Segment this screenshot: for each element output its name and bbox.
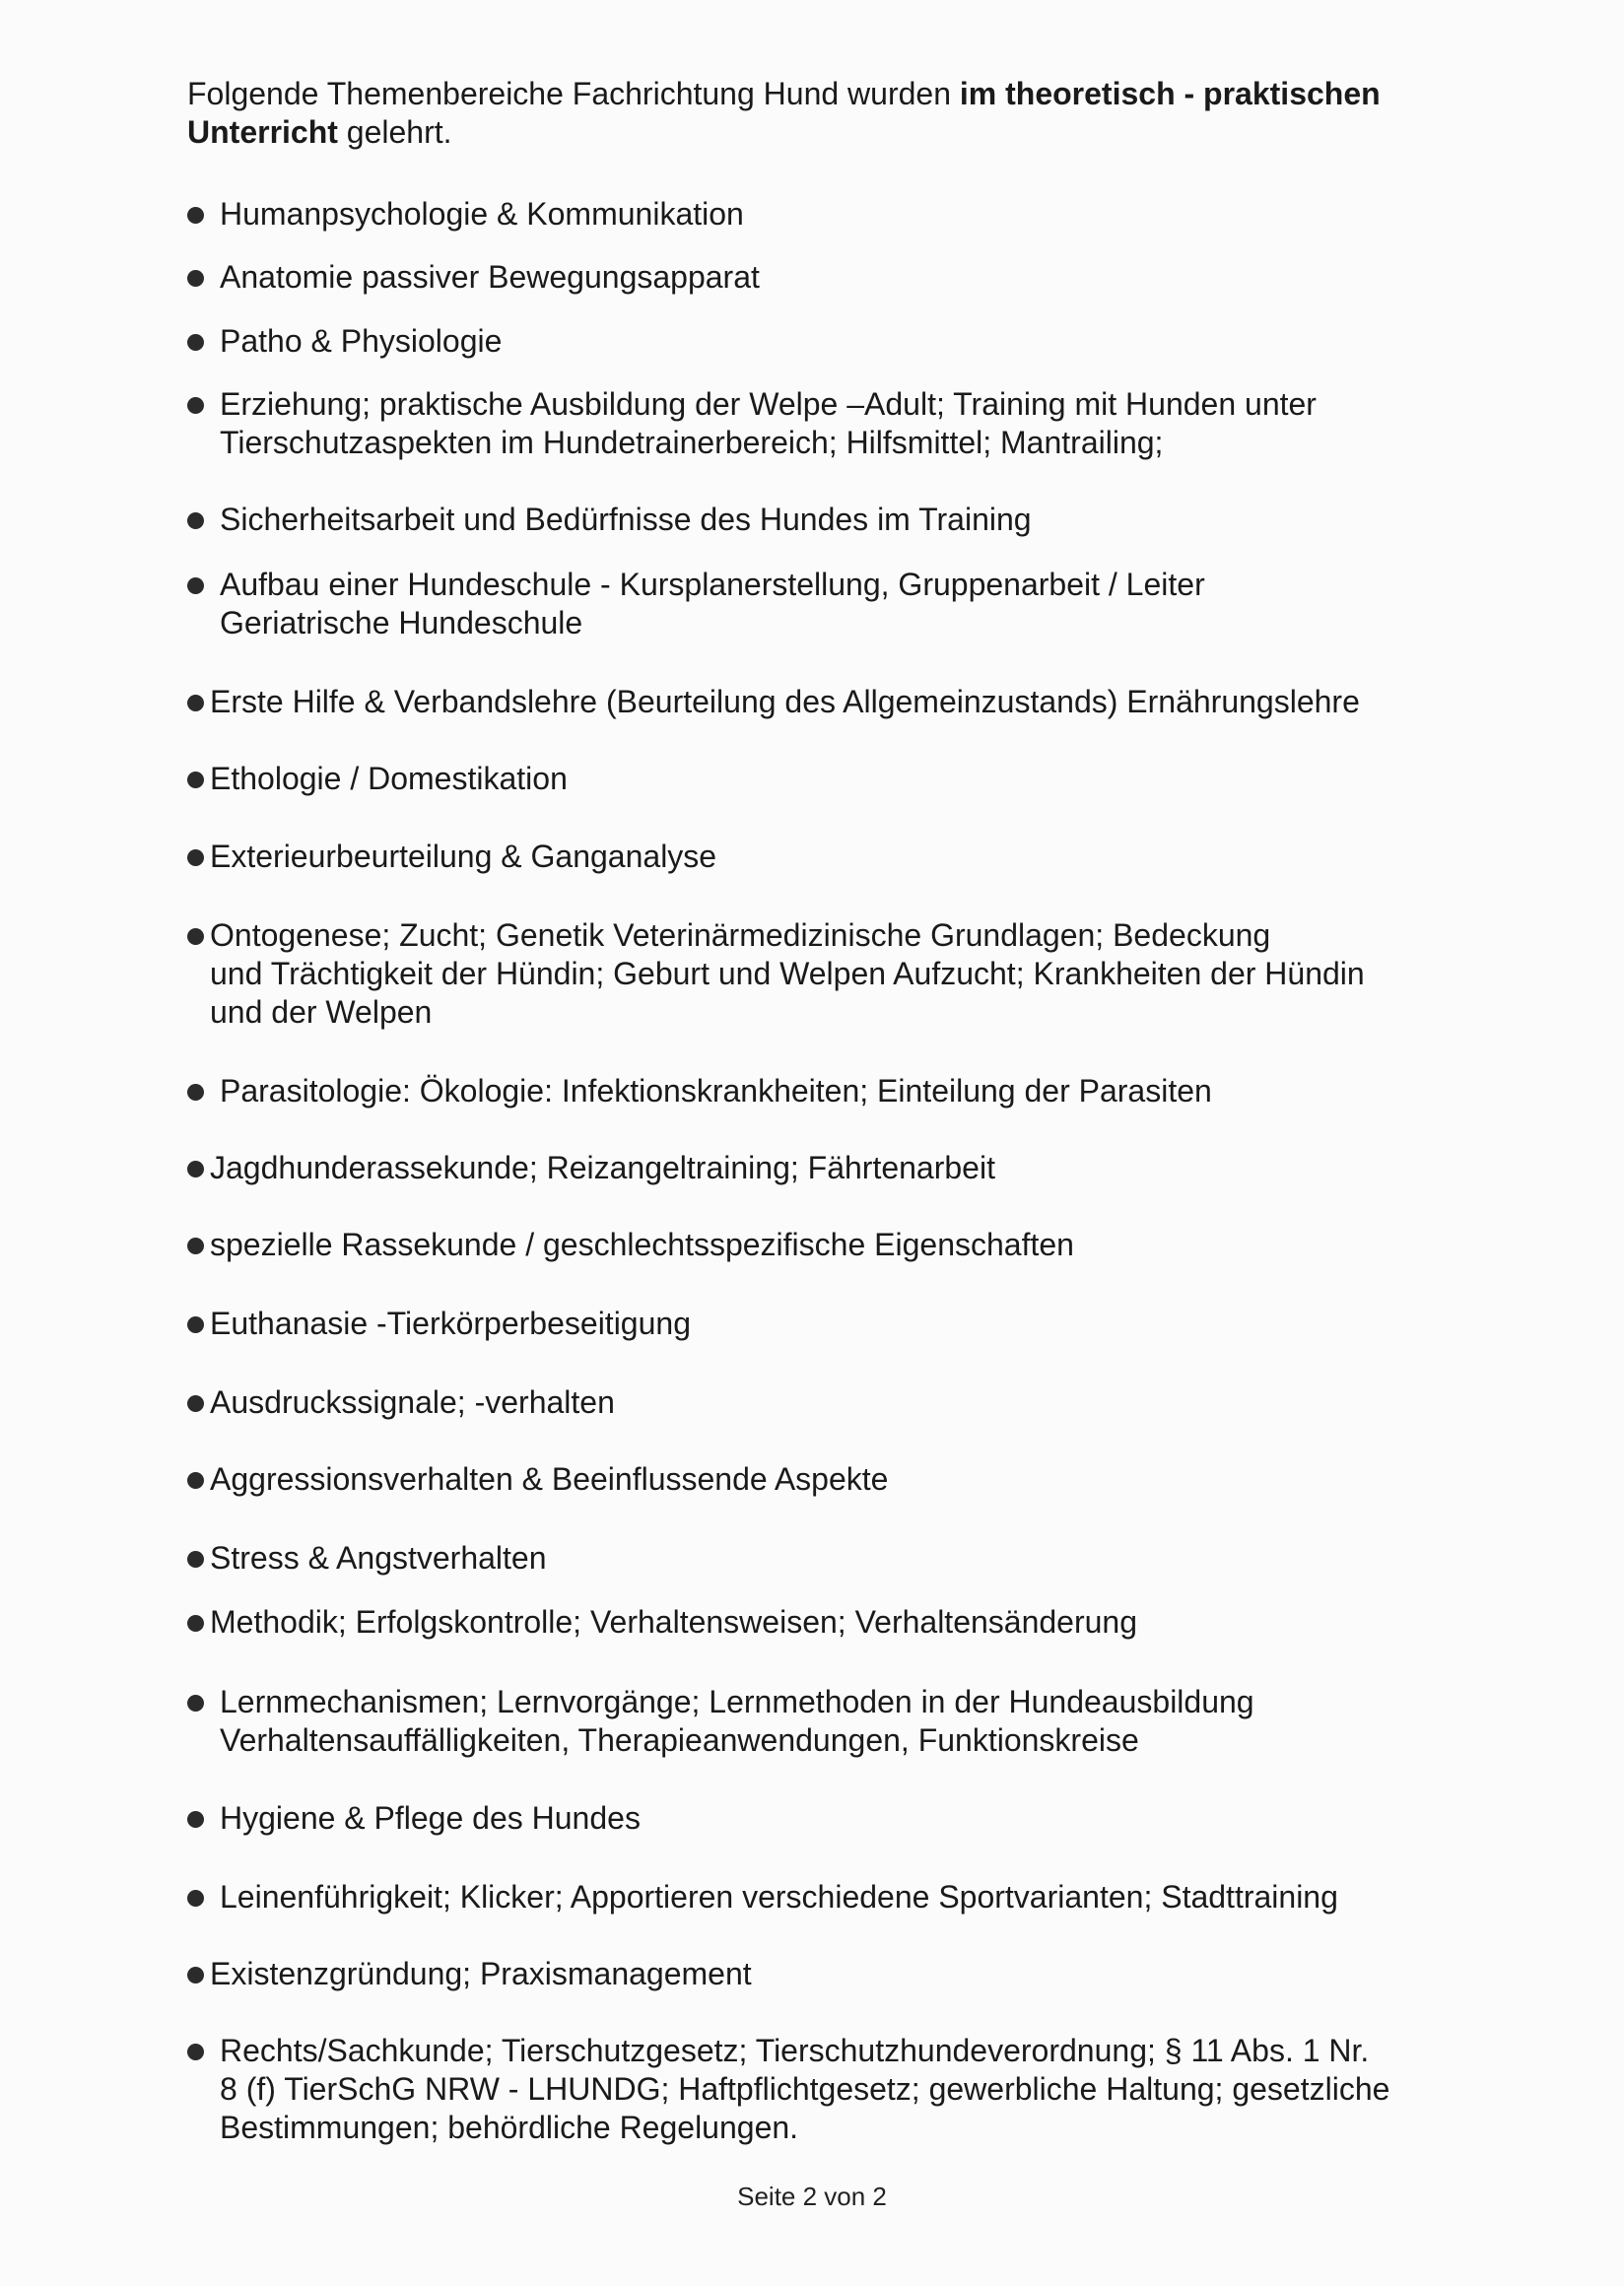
list-item: Methodik; Erfolgskontrolle; Verhaltensweisen; Verhaltensänderung <box>187 1603 1488 1642</box>
bullet-icon <box>187 1238 204 1254</box>
list-item: Leinenführigkeit; Klicker; Apportieren verschiedene Sportvarianten; Stadttraining <box>187 1878 1488 1916</box>
list-item: Anatomie passiver Bewegungsapparat <box>187 258 1488 297</box>
list-item: Stress & Angstverhalten <box>187 1539 1488 1578</box>
bullet-icon <box>187 577 204 594</box>
list-item: Humanpsychologie & Kommunikation <box>187 195 1488 234</box>
list-item: Ausdruckssignale; -verhalten <box>187 1383 1488 1422</box>
list-item: Ontogenese; Zucht; Genetik Veterinärmedizinische Grundlagen; Bedeckung und Trächtigkeit der Hündin; Geburt und Welpen Aufzucht; Krankheiten der Hündin und der Welpen <box>187 916 1488 1032</box>
list-item: Exterieurbeurteilung & Ganganalyse <box>187 838 1488 876</box>
intro-paragraph <box>187 75 1468 152</box>
list-item: Existenzgründung; Praxismanagement <box>187 1955 1488 1993</box>
bullet-icon <box>187 772 204 788</box>
intro-text-bold: im theoretisch - praktischen Unterricht <box>187 76 1381 150</box>
bullet-icon <box>187 1615 204 1632</box>
list-item: Ethologie / Domestikation <box>187 760 1488 798</box>
bullet-icon <box>187 695 204 711</box>
bullet-icon <box>187 334 204 351</box>
list-item: Jagdhunderassekunde; Reizangeltraining; Fährtenarbeit <box>187 1149 1488 1187</box>
list-item: Euthanasie -Tierkörperbeseitigung <box>187 1305 1488 1343</box>
bullet-icon <box>187 2044 204 2060</box>
bullet-icon <box>187 1551 204 1568</box>
bullet-icon <box>187 928 204 945</box>
list-item: Erziehung; praktische Ausbildung der Welpe –Adult; Training mit Hunden unter Tierschutzaspekten im Hundetrainerbereich; Hilfsmittel; Mantrailing; <box>187 385 1488 462</box>
bullet-icon <box>187 1316 204 1333</box>
bullet-icon <box>187 270 204 287</box>
bullet-icon <box>187 1811 204 1828</box>
list-item: Aggressionsverhalten & Beeinflussende Aspekte <box>187 1460 1488 1499</box>
list-item: spezielle Rassekunde / geschlechtsspezifische Eigenschaften <box>187 1226 1488 1264</box>
page-number: Seite 2 von 2 <box>737 2182 887 2211</box>
intro-text-end: gelehrt. <box>337 114 452 150</box>
bullet-icon <box>187 1084 204 1101</box>
bullet-icon <box>187 1161 204 1177</box>
bullet-icon <box>187 849 204 866</box>
bullet-icon <box>187 1890 204 1907</box>
list-item: Lernmechanismen; Lernvorgänge; Lernmethoden in der Hundeausbildung Verhaltensauffälligkeiten, Therapieanwendungen, Funktionskreise <box>187 1683 1488 1760</box>
bullet-icon <box>187 1472 204 1489</box>
list-item: Patho & Physiologie <box>187 322 1488 361</box>
bullet-icon <box>187 1395 204 1412</box>
bullet-icon <box>187 207 204 224</box>
bullet-icon <box>187 512 204 529</box>
bullet-icon <box>187 1967 204 1983</box>
list-item: Erste Hilfe & Verbandslehre (Beurteilung des Allgemeinzustands) Ernährungslehre <box>187 683 1488 721</box>
list-item: Sicherheitsarbeit und Bedürfnisse des Hundes im Training <box>187 501 1488 539</box>
list-item: Parasitologie: Ökologie: Infektionskrankheiten; Einteilung der Parasiten <box>187 1072 1488 1110</box>
list-item: Rechts/Sachkunde; Tierschutzgesetz; Tierschutzhundeverordnung; § 11 Abs. 1 Nr. 8 (f) TierSchG NRW - LHUNDG; Haftpflichtgesetz; gewerbliche Haltung; gesetzliche Bestimmungen; behördliche Regelungen. <box>187 2032 1488 2147</box>
intro-text-start: Folgende Themenbereiche Fachrichtung Hund wurden <box>187 76 960 111</box>
list-item: Aufbau einer Hundeschule - Kursplanerstellung, Gruppenarbeit / Leiter Geriatrische Hundeschule <box>187 566 1488 642</box>
list-item: Hygiene & Pflege des Hundes <box>187 1799 1488 1838</box>
bullet-icon <box>187 397 204 414</box>
bullet-icon <box>187 1695 204 1712</box>
